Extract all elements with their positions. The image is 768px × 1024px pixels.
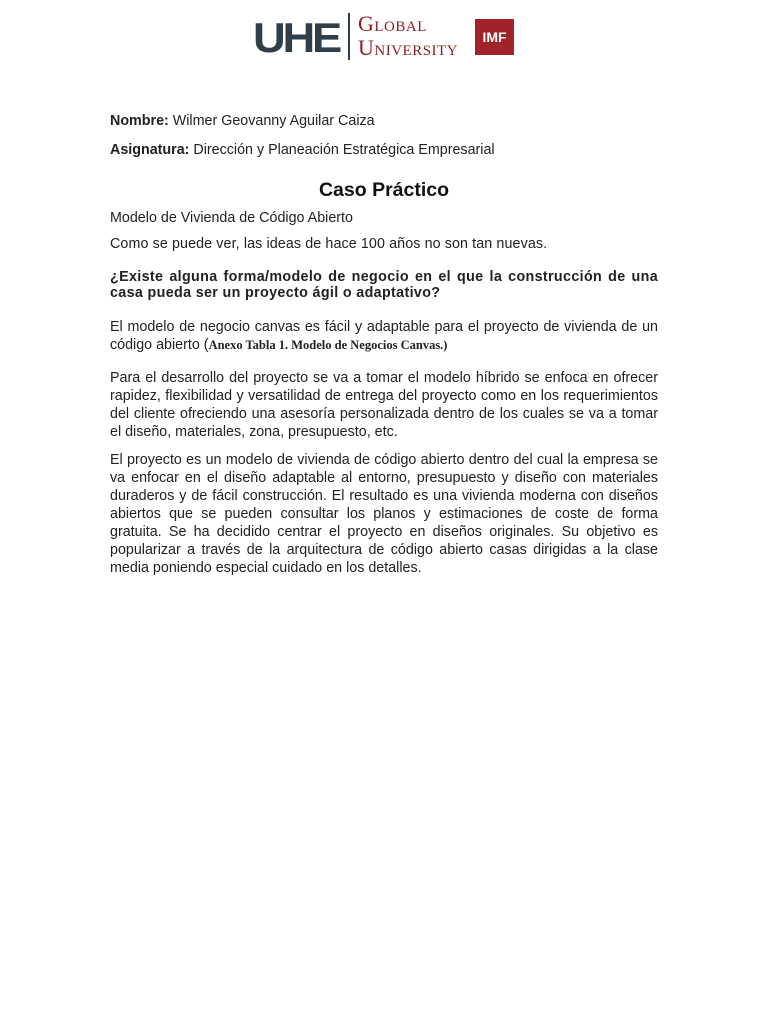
document-body (110, 112, 658, 577)
logo-global-text: Global (358, 11, 427, 36)
paragraph-canvas-text: El modelo de negocio canvas es fácil y adaptable para el proyecto de vivienda de un código abierto ( (110, 319, 658, 353)
uhe-logo: UHE (253, 14, 340, 61)
logo-university-text: University (358, 35, 459, 60)
question-heading: ¿Existe alguna forma/modelo de negocio en el que la construcción de una casa pueda ser un proyecto ágil o adaptativo? (110, 269, 658, 301)
asignatura-line (110, 141, 658, 159)
asignatura-label: Asignatura: (110, 142, 190, 158)
paragraph-hybrid-model: Para el desarrollo del proyecto se va a tomar el modelo híbrido se enfoca en ofrecer rapidez, flexibilidad y versatilidad de entrega del proyecto como en los requerimientos del cliente ofreciendo una asesoría personalizada dentro de los cuales se va a tomar el diseño, materiales, zona, presupuesto, etc. (110, 370, 658, 440)
nombre-line (110, 112, 658, 130)
imf-logo: IMF (475, 19, 514, 55)
paragraph-canvas (110, 318, 658, 354)
logo-divider (348, 13, 350, 60)
asignatura-value: Dirección y Planeación Estratégica Empresarial (193, 142, 495, 158)
intro-paragraph: Como se puede ver, las ideas de hace 100 años no son tan nuevas. (110, 236, 548, 252)
annex-reference: Anexo Tabla 1. Modelo de Negocios Canvas.) (208, 338, 448, 352)
document-subtitle: Modelo de Vivienda de Código Abierto (110, 210, 353, 226)
nombre-value: Wilmer Geovanny Aguilar Caiza (172, 113, 375, 129)
nombre-label: Nombre: (110, 113, 169, 129)
header-logos (0, 12, 768, 62)
document-title: Caso Práctico (318, 179, 450, 201)
paragraph-project: El proyecto es un modelo de vivienda de código abierto dentro del cual la empresa se va enfocar en el diseño adaptable al entorno, presupuesto y diseño con materiales duraderos y de fácil construcción. El resultado es una vivienda moderna con diseños abiertos que se pueden consultar los planos y estimaciones de coste de forma gratuita. Se ha decidido centrar el proyecto en diseños originales. Su objetivo es popularizar a través de la arquitectura de código abierto casas dirigidas a la clase media poniendo especial cuidado en los detalles. (110, 452, 658, 576)
global-university-logo (358, 12, 458, 60)
